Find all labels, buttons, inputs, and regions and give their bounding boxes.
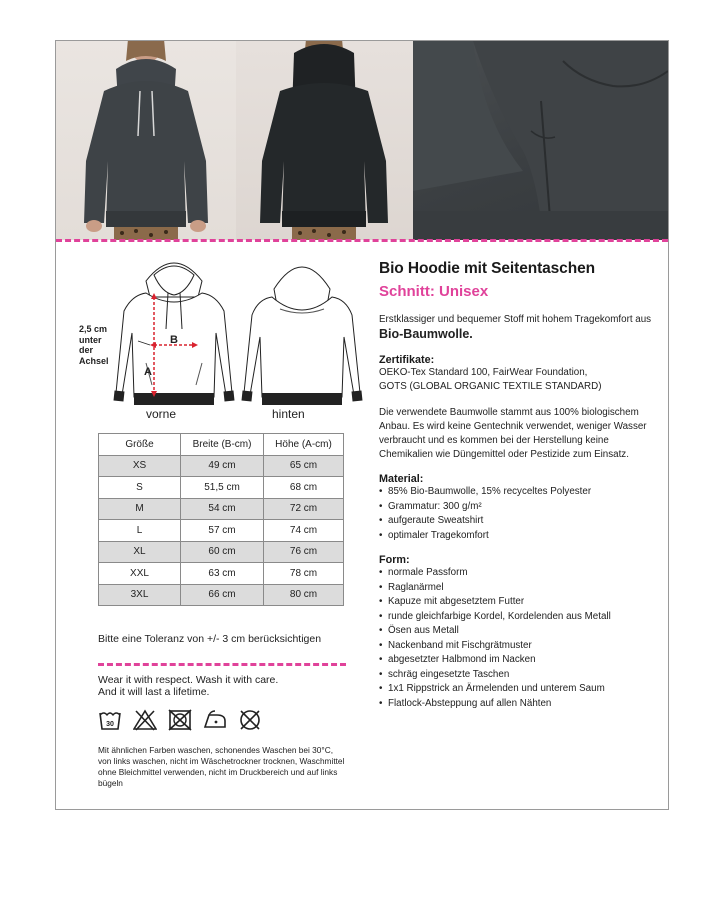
table-row: L 57 cm 74 cm xyxy=(99,520,344,542)
back-cuff-left xyxy=(242,391,253,402)
list-item: • Ösen aus Metall xyxy=(379,624,659,639)
product-title: Bio Hoodie mit Seitentaschen xyxy=(379,260,595,277)
no-dry-clean-icon xyxy=(238,709,262,731)
hoodie-measurement-diagram xyxy=(76,253,366,423)
list-item: • aufgeraute Sweatshirt xyxy=(379,514,659,529)
list-item: • abgesetzter Halbmond im Nacken xyxy=(379,653,659,668)
back-cuff-right xyxy=(352,391,363,402)
sustainability-text: Die verwendete Baumwolle stammt aus 100% biologischem Anbau. Es wird keine Gentechnik verwendet, weniger Wasser verbraucht und es kommen bei der Herstellung keine Chemikalien wie Düngemittel oder Pestizide zum Einsatz. xyxy=(379,407,647,460)
front-cuff-right xyxy=(224,391,235,402)
list-item: • optimaler Tragekomfort xyxy=(379,529,659,544)
material-heading: Material: xyxy=(379,473,424,485)
size-table xyxy=(98,433,344,606)
form-list xyxy=(379,566,659,711)
col-header-width: Breite (B-cm) xyxy=(181,434,264,456)
table-row: XXL 63 cm 78 cm xyxy=(99,563,344,585)
list-item: • Grammatur: 300 g/m² xyxy=(379,500,659,515)
care-instructions: Mit ähnlichen Farben waschen, schonendes Waschen bei 30°C, von links waschen, nicht im Wäschetrockner trocknen, Waschmittel ohne Bleichmittel verwenden, nicht im Druckbereich und auf links bügeln xyxy=(98,745,345,788)
list-item: • Raglanärmel xyxy=(379,581,659,596)
divider-dashed xyxy=(56,239,668,242)
back-label: hinten xyxy=(272,407,305,421)
care-slogan: Wear it with respect. Wash it with care. And it will last a lifetime. xyxy=(98,674,279,698)
col-header-height: Höhe (A-cm) xyxy=(264,434,344,456)
product-fit: Schnitt: Unisex xyxy=(379,283,489,300)
table-row: 3XL 66 cm 80 cm xyxy=(99,584,344,606)
photo-front-view xyxy=(56,41,236,240)
product-photos xyxy=(56,41,668,240)
photo-back-view xyxy=(236,41,413,240)
divider-dashed xyxy=(98,663,346,666)
measure-a-label: A xyxy=(144,366,152,378)
table-row: M 54 cm 72 cm xyxy=(99,498,344,520)
hoodie-front-drawing xyxy=(116,263,232,397)
list-item: • normale Passform xyxy=(379,566,659,581)
list-item: • Kapuze mit abgesetztem Futter xyxy=(379,595,659,610)
back-hem-rib xyxy=(262,393,342,405)
measure-note: 2,5 cm unter der Achsel xyxy=(79,324,109,366)
col-header-size: Größe xyxy=(99,434,181,456)
photo-pocket-detail xyxy=(413,41,668,240)
list-item: • schräg eingesetzte Taschen xyxy=(379,668,659,683)
certificates-line: GOTS (GLOBAL ORGANIC TEXTILE STANDARD) xyxy=(379,381,602,392)
front-cuff-left xyxy=(114,391,125,402)
svg-text:30: 30 xyxy=(106,721,114,728)
product-description xyxy=(379,260,659,711)
form-heading: Form: xyxy=(379,554,410,566)
list-item: • 1x1 Rippstrick an Ärmelenden und unterem Saum xyxy=(379,682,659,697)
wash-30-icon xyxy=(98,709,122,731)
tolerance-note: Bitte eine Toleranz von +/- 3 cm berücksichtigen xyxy=(98,633,322,645)
hoodie-back-drawing xyxy=(244,267,360,397)
list-item: • 85% Bio-Baumwolle, 15% recyceltes Polyester xyxy=(379,485,659,500)
front-hem-rib xyxy=(134,393,214,405)
table-row: XL 60 cm 76 cm xyxy=(99,541,344,563)
table-row: S 51,5 cm 68 cm xyxy=(99,477,344,499)
list-item: • Flatlock-Absteppung auf allen Nähten xyxy=(379,697,659,712)
list-item: • runde gleichfarbige Kordel, Kordelenden aus Metall xyxy=(379,610,659,625)
material-list xyxy=(379,485,659,543)
care-symbols xyxy=(98,709,262,731)
certificates-heading: Zertifikate: xyxy=(379,354,435,366)
certificates-line: OEKO-Tex Standard 100, FairWear Foundation, xyxy=(379,367,588,378)
front-label: vorne xyxy=(146,407,177,421)
list-item: • Nackenband mit Fischgrätmuster xyxy=(379,639,659,654)
no-tumble-dry-icon xyxy=(168,709,192,731)
table-row: XS 49 cm 65 cm xyxy=(99,455,344,477)
product-sheet xyxy=(55,40,669,810)
product-intro: Erstklassiger und bequemer Stoff mit hohem Tragekomfort aus Bio-Baumwolle. xyxy=(379,314,652,341)
iron-low-icon xyxy=(203,709,227,731)
measure-b-label: B xyxy=(170,334,178,346)
table-header-row xyxy=(99,434,344,456)
no-bleach-icon xyxy=(133,709,157,731)
